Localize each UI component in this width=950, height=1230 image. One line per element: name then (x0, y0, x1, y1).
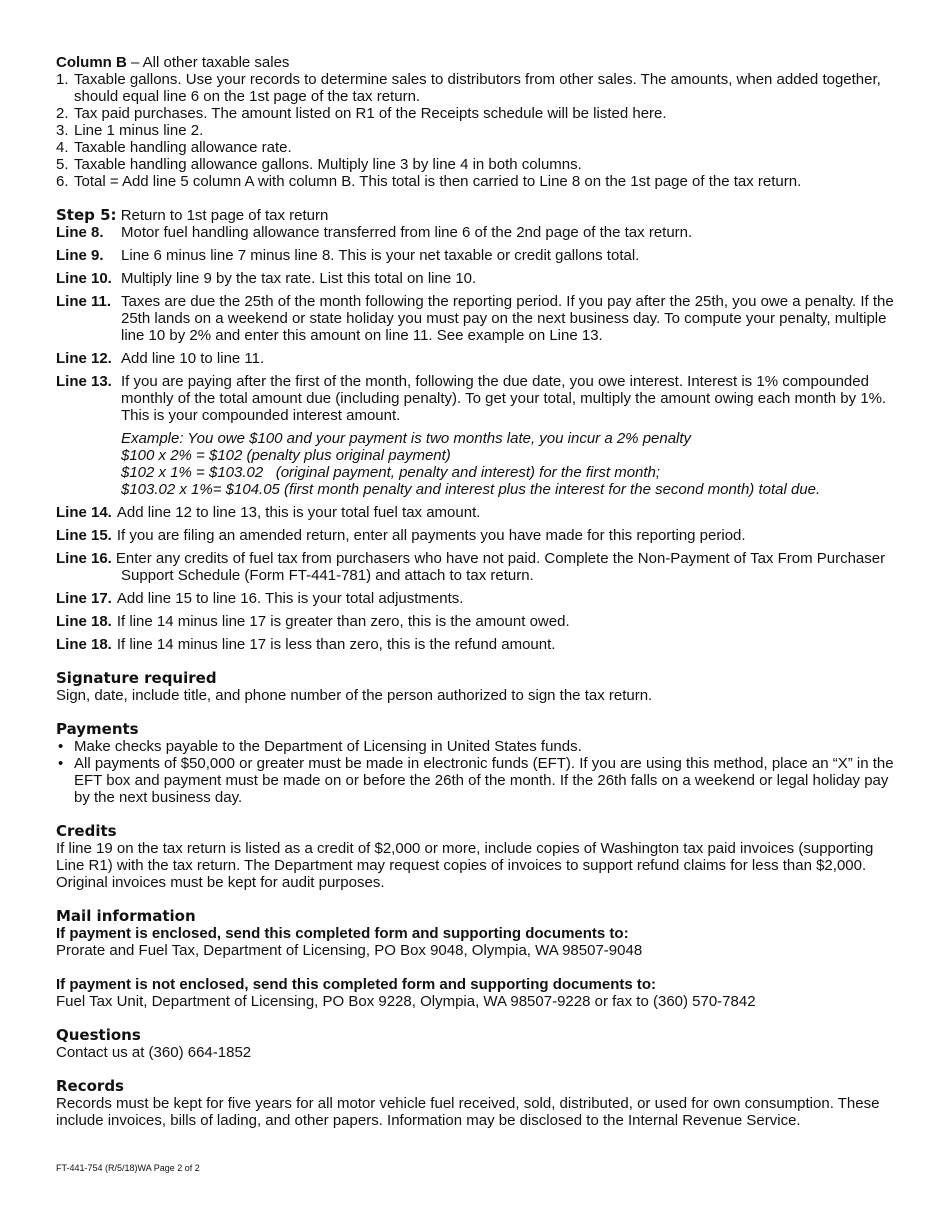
section-text: Records must be kept for five years for all motor vehicle fuel received, sold, distributed, or used for own consumption. These include invoices, bills of lading, and other papers. Information may be disclosed to the Internal Revenue Service. (56, 1095, 880, 1129)
section-heading: Payments (56, 720, 139, 738)
mail-section (56, 908, 901, 1010)
column-b-subtitle: – All other taxable sales (126, 54, 290, 71)
records-section (56, 1078, 901, 1129)
line-14: Line 14. Add line 12 to line 13, this is your total fuel tax amount. (56, 504, 481, 521)
line-18-owed: Line 18. If line 14 minus line 17 is greater than zero, this is the amount owed. (56, 613, 570, 630)
section-heading: Questions (56, 1026, 141, 1044)
column-b-title: Column B (56, 54, 127, 71)
mail-not-enclosed-address: Fuel Tax Unit, Department of Licensing, PO Box 9228, Olympia, WA 98507-9228 or fax to (360) 570-7842 (56, 993, 756, 1010)
form-footer: FT-441-754 (R/5/18)WA Page 2 of 2 (56, 1163, 200, 1173)
payments-list (56, 738, 901, 806)
line-16: Line 16. Enter any credits of fuel tax from purchasers who have not paid. Complete the Non-Payment of Tax From Purchaser Support Schedule (Form FT-441-781) and attach to tax return. (56, 550, 886, 584)
credits-section (56, 823, 901, 891)
example-line: $102 x 1% = $103.02 (original payment, penalty and interest) for the first month; (121, 464, 661, 481)
line-8: Line 8. Motor fuel handling allowance transferred from line 6 of the 2nd page of the tax return. (56, 224, 693, 241)
line-12: Line 12. Add line 10 to line 11. (56, 350, 265, 367)
example-line: Example: You owe $100 and your payment is two months late, you incur a 2% penalty (121, 430, 692, 447)
list-item: 1. Taxable gallons. Use your records to determine sales to distributors from other sales. The amounts, when added together, should equal line 6 on the 1st page of the tax return. (56, 71, 881, 105)
mail-enclosed-address: Prorate and Fuel Tax, Department of Licensing, PO Box 9048, Olympia, WA 98507-9048 (56, 942, 643, 959)
signature-section (56, 670, 901, 704)
penalty-example (121, 430, 901, 498)
line-10: Line 10. Multiply line 9 by the tax rate. List this total on line 10. (56, 270, 477, 287)
section-text: Sign, date, include title, and phone number of the person authorized to sign the tax return. (56, 687, 653, 704)
step5-title: Return to 1st page of tax return (116, 207, 329, 224)
section-text: If line 19 on the tax return is listed as a credit of $2,000 or more, include copies of Washington tax paid invoices (supporting Line R1) with the tax return. The Department may request copies of invoices to support refund claims for less than $2,000. Original invoices must be kept for audit purposes. (56, 840, 874, 891)
list-item: 4. Taxable handling allowance rate. (56, 139, 292, 156)
questions-section (56, 1027, 901, 1061)
section-heading: Signature required (56, 669, 217, 687)
list-item: 6. Total = Add line 5 column A with column B. This total is then carried to Line 8 on the 1st page of the tax return. (56, 173, 802, 190)
step5-heading (56, 207, 901, 224)
document-page (56, 54, 901, 1129)
column-b-heading (56, 54, 901, 71)
line-15: Line 15. If you are filing an amended return, enter all payments you have made for this reporting period. (56, 527, 746, 544)
list-item: 3. Line 1 minus line 2. (56, 122, 204, 139)
column-b-list (56, 71, 901, 190)
section-heading: Credits (56, 822, 117, 840)
section-heading: Records (56, 1077, 124, 1095)
mail-not-enclosed-label: If payment is not enclosed, send this completed form and supporting documents to: (56, 976, 657, 993)
mail-enclosed-label: If payment is enclosed, send this completed form and supporting documents to: (56, 925, 629, 942)
line-11: Line 11. Taxes are due the 25th of the month following the reporting period. If you pay after the 25th, you owe a penalty. If the 25th lands on a weekend or state holiday you must pay on the next business day. To compute your penalty, multiple line 10 by 2% and enter this amount on line 11. See example on Line 13. (56, 293, 894, 344)
step5-label: Step 5: (56, 206, 117, 224)
line-9: Line 9. Line 6 minus line 7 minus line 8. This is your net taxable or credit gallons total. (56, 247, 640, 264)
line-17: Line 17. Add line 15 to line 16. This is your total adjustments. (56, 590, 464, 607)
line-13: Line 13. If you are paying after the first of the month, following the due date, you owe interest. Interest is 1% compounded monthly of the total amount due (including penalty). To get your total, multiply the amount owing each month by 1%. This is your compounded interest amount. (56, 373, 887, 424)
section-heading: Mail information (56, 907, 196, 925)
list-item: • All payments of $50,000 or greater must be made in electronic funds (EFT). If you are using this method, place an “X” in the EFT box and payment must be made on or before the 26th of the month. If the 26th falls on a weekend or legal holiday pay by the next business day. (58, 755, 894, 806)
section-text: Contact us at (360) 664-1852 (56, 1044, 252, 1061)
list-item: • Make checks payable to the Department of Licensing in United States funds. (58, 738, 582, 755)
example-line: $100 x 2% = $102 (penalty plus original payment) (121, 447, 451, 464)
list-item: 5. Taxable handling allowance gallons. Multiply line 3 by line 4 in both columns. (56, 156, 582, 173)
payments-section (56, 721, 901, 806)
example-line: $103.02 x 1%= $104.05 (first month penalty and interest plus the interest for the second month) total due. (121, 481, 821, 498)
list-item: 2. Tax paid purchases. The amount listed on R1 of the Receipts schedule will be listed here. (56, 105, 667, 122)
line-18-refund: Line 18. If line 14 minus line 17 is less than zero, this is the refund amount. (56, 636, 556, 653)
